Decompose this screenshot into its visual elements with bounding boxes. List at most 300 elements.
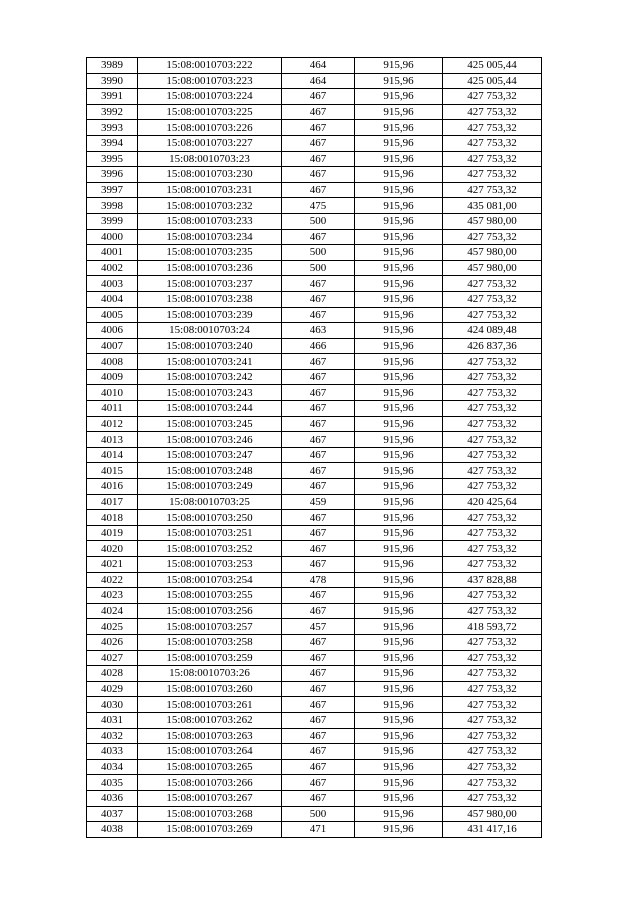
cadastral-number-cell: 15:08:0010703:247: [138, 447, 282, 463]
cost-cell: 427 753,32: [443, 276, 542, 292]
row-number-cell: 4029: [87, 681, 138, 697]
row-number-cell: 3994: [87, 135, 138, 151]
table-row: [87, 198, 542, 214]
rate-cell: 915,96: [355, 151, 443, 167]
rate-cell: 915,96: [355, 120, 443, 136]
row-number-cell: 4020: [87, 541, 138, 557]
cadastral-number-cell: 15:08:0010703:263: [138, 728, 282, 744]
area-cell: 467: [282, 135, 355, 151]
row-number-cell: 4012: [87, 416, 138, 432]
rate-cell: 915,96: [355, 401, 443, 417]
cadastral-number-cell: 15:08:0010703:234: [138, 229, 282, 245]
cadastral-number-cell: 15:08:0010703:230: [138, 167, 282, 183]
row-number-cell: 3996: [87, 167, 138, 183]
cadastral-number-cell: 15:08:0010703:260: [138, 681, 282, 697]
rate-cell: 915,96: [355, 603, 443, 619]
row-number-cell: 4003: [87, 276, 138, 292]
row-number-cell: 4038: [87, 822, 138, 838]
area-cell: 466: [282, 338, 355, 354]
rate-cell: 915,96: [355, 619, 443, 635]
area-cell: 467: [282, 416, 355, 432]
rate-cell: 915,96: [355, 479, 443, 495]
cadastral-number-cell: 15:08:0010703:265: [138, 759, 282, 775]
cadastral-number-cell: 15:08:0010703:240: [138, 338, 282, 354]
area-cell: 467: [282, 666, 355, 682]
cadastral-number-cell: 15:08:0010703:257: [138, 619, 282, 635]
cadastral-number-cell: 15:08:0010703:26: [138, 666, 282, 682]
table-row: [87, 291, 542, 307]
table-row: [87, 494, 542, 510]
table-row: [87, 338, 542, 354]
cost-cell: 427 753,32: [443, 369, 542, 385]
cost-cell: 427 753,32: [443, 167, 542, 183]
table-row: [87, 58, 542, 74]
table-row: [87, 619, 542, 635]
rate-cell: 915,96: [355, 104, 443, 120]
area-cell: 467: [282, 697, 355, 713]
cost-cell: 427 753,32: [443, 151, 542, 167]
rate-cell: 915,96: [355, 572, 443, 588]
row-number-cell: 4016: [87, 479, 138, 495]
table-row: [87, 681, 542, 697]
row-number-cell: 4009: [87, 369, 138, 385]
cost-cell: 425 005,44: [443, 58, 542, 74]
row-number-cell: 4027: [87, 650, 138, 666]
area-cell: 467: [282, 432, 355, 448]
cadastral-number-cell: 15:08:0010703:227: [138, 135, 282, 151]
table-row: [87, 759, 542, 775]
cost-cell: 427 753,32: [443, 744, 542, 760]
cost-cell: 427 753,32: [443, 447, 542, 463]
rate-cell: 915,96: [355, 73, 443, 89]
rate-cell: 915,96: [355, 806, 443, 822]
rate-cell: 915,96: [355, 588, 443, 604]
area-cell: 467: [282, 447, 355, 463]
cadastral-number-cell: 15:08:0010703:222: [138, 58, 282, 74]
table-row: [87, 260, 542, 276]
row-number-cell: 4033: [87, 744, 138, 760]
area-cell: 467: [282, 354, 355, 370]
table-row: [87, 557, 542, 573]
cost-cell: 427 753,32: [443, 588, 542, 604]
data-table: [86, 57, 542, 838]
row-number-cell: 4010: [87, 385, 138, 401]
cadastral-number-cell: 15:08:0010703:262: [138, 712, 282, 728]
rate-cell: 915,96: [355, 416, 443, 432]
table-row: [87, 744, 542, 760]
rate-cell: 915,96: [355, 790, 443, 806]
table-row: [87, 213, 542, 229]
area-cell: 467: [282, 588, 355, 604]
cadastral-number-cell: 15:08:0010703:251: [138, 525, 282, 541]
row-number-cell: 4000: [87, 229, 138, 245]
cost-cell: 437 828,88: [443, 572, 542, 588]
cadastral-number-cell: 15:08:0010703:267: [138, 790, 282, 806]
table-row: [87, 89, 542, 105]
cost-cell: 427 753,32: [443, 463, 542, 479]
area-cell: 464: [282, 58, 355, 74]
row-number-cell: 4019: [87, 525, 138, 541]
row-number-cell: 4035: [87, 775, 138, 791]
rate-cell: 915,96: [355, 463, 443, 479]
rate-cell: 915,96: [355, 338, 443, 354]
area-cell: 467: [282, 401, 355, 417]
table-row: [87, 167, 542, 183]
cost-cell: 427 753,32: [443, 712, 542, 728]
cadastral-number-cell: 15:08:0010703:245: [138, 416, 282, 432]
table-row: [87, 712, 542, 728]
cost-cell: 427 753,32: [443, 416, 542, 432]
cost-cell: 457 980,00: [443, 806, 542, 822]
row-number-cell: 4021: [87, 557, 138, 573]
area-cell: 467: [282, 775, 355, 791]
cadastral-number-cell: 15:08:0010703:249: [138, 479, 282, 495]
rate-cell: 915,96: [355, 510, 443, 526]
row-number-cell: 4005: [87, 307, 138, 323]
cadastral-number-cell: 15:08:0010703:258: [138, 634, 282, 650]
rate-cell: 915,96: [355, 89, 443, 105]
area-cell: 467: [282, 151, 355, 167]
table-row: [87, 120, 542, 136]
area-cell: 467: [282, 479, 355, 495]
cadastral-number-cell: 15:08:0010703:243: [138, 385, 282, 401]
area-cell: 467: [282, 120, 355, 136]
table-row: [87, 650, 542, 666]
rate-cell: 915,96: [355, 634, 443, 650]
area-cell: 467: [282, 291, 355, 307]
area-cell: 467: [282, 229, 355, 245]
rate-cell: 915,96: [355, 712, 443, 728]
cost-cell: 431 417,16: [443, 822, 542, 838]
rate-cell: 915,96: [355, 229, 443, 245]
row-number-cell: 4022: [87, 572, 138, 588]
row-number-cell: 4028: [87, 666, 138, 682]
table-row: [87, 525, 542, 541]
cost-cell: 427 753,32: [443, 775, 542, 791]
area-cell: 467: [282, 307, 355, 323]
cost-cell: 427 753,32: [443, 229, 542, 245]
table-row: [87, 541, 542, 557]
area-cell: 467: [282, 759, 355, 775]
row-number-cell: 4034: [87, 759, 138, 775]
cadastral-number-cell: 15:08:0010703:239: [138, 307, 282, 323]
table-row: [87, 135, 542, 151]
cost-cell: 426 837,36: [443, 338, 542, 354]
rate-cell: 915,96: [355, 58, 443, 74]
table-row: [87, 432, 542, 448]
row-number-cell: 4036: [87, 790, 138, 806]
cost-cell: 427 753,32: [443, 681, 542, 697]
area-cell: 467: [282, 463, 355, 479]
area-cell: 467: [282, 525, 355, 541]
table-row: [87, 479, 542, 495]
table-row: [87, 416, 542, 432]
row-number-cell: 4013: [87, 432, 138, 448]
table-row: [87, 634, 542, 650]
rate-cell: 915,96: [355, 198, 443, 214]
rate-cell: 915,96: [355, 541, 443, 557]
row-number-cell: 4004: [87, 291, 138, 307]
row-number-cell: 4002: [87, 260, 138, 276]
rate-cell: 915,96: [355, 666, 443, 682]
row-number-cell: 3997: [87, 182, 138, 198]
cost-cell: 427 753,32: [443, 432, 542, 448]
cadastral-number-cell: 15:08:0010703:255: [138, 588, 282, 604]
area-cell: 467: [282, 681, 355, 697]
area-cell: 467: [282, 541, 355, 557]
table-row: [87, 806, 542, 822]
row-number-cell: 3993: [87, 120, 138, 136]
row-number-cell: 4037: [87, 806, 138, 822]
table-row: [87, 790, 542, 806]
cadastral-number-cell: 15:08:0010703:226: [138, 120, 282, 136]
cost-cell: 457 980,00: [443, 213, 542, 229]
cadastral-number-cell: 15:08:0010703:266: [138, 775, 282, 791]
area-cell: 467: [282, 182, 355, 198]
table-row: [87, 728, 542, 744]
area-cell: 467: [282, 790, 355, 806]
cost-cell: 427 753,32: [443, 135, 542, 151]
rate-cell: 915,96: [355, 369, 443, 385]
table-row: [87, 510, 542, 526]
rate-cell: 915,96: [355, 276, 443, 292]
cadastral-number-cell: 15:08:0010703:241: [138, 354, 282, 370]
row-number-cell: 4014: [87, 447, 138, 463]
row-number-cell: 4018: [87, 510, 138, 526]
rate-cell: 915,96: [355, 213, 443, 229]
cadastral-number-cell: 15:08:0010703:269: [138, 822, 282, 838]
rate-cell: 915,96: [355, 681, 443, 697]
cadastral-number-cell: 15:08:0010703:24: [138, 323, 282, 339]
row-number-cell: 4024: [87, 603, 138, 619]
cost-cell: 427 753,32: [443, 666, 542, 682]
cadastral-number-cell: 15:08:0010703:261: [138, 697, 282, 713]
cost-cell: 427 753,32: [443, 728, 542, 744]
area-cell: 500: [282, 260, 355, 276]
area-cell: 500: [282, 245, 355, 261]
cadastral-number-cell: 15:08:0010703:268: [138, 806, 282, 822]
row-number-cell: 4017: [87, 494, 138, 510]
table-row: [87, 666, 542, 682]
area-cell: 459: [282, 494, 355, 510]
area-cell: 463: [282, 323, 355, 339]
rate-cell: 915,96: [355, 822, 443, 838]
row-number-cell: 3990: [87, 73, 138, 89]
cost-cell: 427 753,32: [443, 525, 542, 541]
row-number-cell: 4026: [87, 634, 138, 650]
table-row: [87, 73, 542, 89]
table-row: [87, 572, 542, 588]
cost-cell: 427 753,32: [443, 541, 542, 557]
table-row: [87, 104, 542, 120]
rate-cell: 915,96: [355, 728, 443, 744]
area-cell: 467: [282, 276, 355, 292]
table-row: [87, 822, 542, 838]
area-cell: 467: [282, 510, 355, 526]
cadastral-number-cell: 15:08:0010703:244: [138, 401, 282, 417]
row-number-cell: 3998: [87, 198, 138, 214]
rate-cell: 915,96: [355, 354, 443, 370]
area-cell: 467: [282, 369, 355, 385]
cost-cell: 427 753,32: [443, 603, 542, 619]
table-row: [87, 447, 542, 463]
cadastral-number-cell: 15:08:0010703:224: [138, 89, 282, 105]
cadastral-number-cell: 15:08:0010703:254: [138, 572, 282, 588]
row-number-cell: 4001: [87, 245, 138, 261]
rate-cell: 915,96: [355, 447, 443, 463]
cost-cell: 427 753,32: [443, 307, 542, 323]
cost-cell: 427 753,32: [443, 104, 542, 120]
cadastral-number-cell: 15:08:0010703:264: [138, 744, 282, 760]
row-number-cell: 3999: [87, 213, 138, 229]
area-cell: 467: [282, 744, 355, 760]
row-number-cell: 3989: [87, 58, 138, 74]
table-row: [87, 182, 542, 198]
cost-cell: 427 753,32: [443, 120, 542, 136]
row-number-cell: 3995: [87, 151, 138, 167]
cost-cell: 427 753,32: [443, 479, 542, 495]
row-number-cell: 4007: [87, 338, 138, 354]
table-row: [87, 385, 542, 401]
cost-cell: 427 753,32: [443, 182, 542, 198]
cadastral-number-cell: 15:08:0010703:232: [138, 198, 282, 214]
cost-cell: 427 753,32: [443, 291, 542, 307]
row-number-cell: 4031: [87, 712, 138, 728]
cadastral-number-cell: 15:08:0010703:237: [138, 276, 282, 292]
cadastral-number-cell: 15:08:0010703:248: [138, 463, 282, 479]
row-number-cell: 4008: [87, 354, 138, 370]
area-cell: 467: [282, 167, 355, 183]
rate-cell: 915,96: [355, 135, 443, 151]
area-cell: 467: [282, 104, 355, 120]
cadastral-number-cell: 15:08:0010703:238: [138, 291, 282, 307]
cadastral-number-cell: 15:08:0010703:231: [138, 182, 282, 198]
cadastral-number-cell: 15:08:0010703:236: [138, 260, 282, 276]
cadastral-number-cell: 15:08:0010703:25: [138, 494, 282, 510]
cost-cell: 418 593,72: [443, 619, 542, 635]
table-row: [87, 697, 542, 713]
cost-cell: 420 425,64: [443, 494, 542, 510]
area-cell: 467: [282, 89, 355, 105]
cost-cell: 435 081,00: [443, 198, 542, 214]
row-number-cell: 4006: [87, 323, 138, 339]
cadastral-number-cell: 15:08:0010703:225: [138, 104, 282, 120]
cost-cell: 427 753,32: [443, 510, 542, 526]
area-cell: 467: [282, 634, 355, 650]
area-cell: 475: [282, 198, 355, 214]
rate-cell: 915,96: [355, 557, 443, 573]
cost-cell: 425 005,44: [443, 73, 542, 89]
rate-cell: 915,96: [355, 245, 443, 261]
table-row: [87, 354, 542, 370]
table-row: [87, 229, 542, 245]
rate-cell: 915,96: [355, 260, 443, 276]
cost-cell: 427 753,32: [443, 697, 542, 713]
row-number-cell: 4025: [87, 619, 138, 635]
cost-cell: 427 753,32: [443, 401, 542, 417]
cadastral-number-cell: 15:08:0010703:23: [138, 151, 282, 167]
cadastral-number-cell: 15:08:0010703:223: [138, 73, 282, 89]
row-number-cell: 4015: [87, 463, 138, 479]
area-cell: 467: [282, 385, 355, 401]
area-cell: 464: [282, 73, 355, 89]
cost-cell: 427 753,32: [443, 650, 542, 666]
cadastral-number-cell: 15:08:0010703:259: [138, 650, 282, 666]
area-cell: 467: [282, 712, 355, 728]
rate-cell: 915,96: [355, 167, 443, 183]
cost-cell: 457 980,00: [443, 260, 542, 276]
area-cell: 467: [282, 728, 355, 744]
area-cell: 467: [282, 557, 355, 573]
rate-cell: 915,96: [355, 650, 443, 666]
table-row: [87, 276, 542, 292]
row-number-cell: 3991: [87, 89, 138, 105]
row-number-cell: 4011: [87, 401, 138, 417]
row-number-cell: 4030: [87, 697, 138, 713]
cost-cell: 427 753,32: [443, 759, 542, 775]
rate-cell: 915,96: [355, 291, 443, 307]
row-number-cell: 4023: [87, 588, 138, 604]
table-body: [87, 58, 542, 838]
table-row: [87, 588, 542, 604]
cost-cell: 427 753,32: [443, 634, 542, 650]
area-cell: 500: [282, 213, 355, 229]
rate-cell: 915,96: [355, 494, 443, 510]
rate-cell: 915,96: [355, 697, 443, 713]
cost-cell: 457 980,00: [443, 245, 542, 261]
cost-cell: 427 753,32: [443, 354, 542, 370]
rate-cell: 915,96: [355, 385, 443, 401]
cost-cell: 427 753,32: [443, 89, 542, 105]
rate-cell: 915,96: [355, 525, 443, 541]
table-row: [87, 775, 542, 791]
table-row: [87, 323, 542, 339]
rate-cell: 915,96: [355, 432, 443, 448]
table-row: [87, 245, 542, 261]
rate-cell: 915,96: [355, 323, 443, 339]
area-cell: 478: [282, 572, 355, 588]
cost-cell: 427 753,32: [443, 385, 542, 401]
cadastral-number-cell: 15:08:0010703:252: [138, 541, 282, 557]
cost-cell: 427 753,32: [443, 557, 542, 573]
rate-cell: 915,96: [355, 759, 443, 775]
table-row: [87, 401, 542, 417]
rate-cell: 915,96: [355, 307, 443, 323]
area-cell: 457: [282, 619, 355, 635]
rate-cell: 915,96: [355, 744, 443, 760]
table-row: [87, 151, 542, 167]
table-row: [87, 463, 542, 479]
cadastral-number-cell: 15:08:0010703:246: [138, 432, 282, 448]
cadastral-number-cell: 15:08:0010703:256: [138, 603, 282, 619]
cost-cell: 424 089,48: [443, 323, 542, 339]
area-cell: 467: [282, 603, 355, 619]
cadastral-number-cell: 15:08:0010703:253: [138, 557, 282, 573]
rate-cell: 915,96: [355, 775, 443, 791]
area-cell: 467: [282, 650, 355, 666]
cost-cell: 427 753,32: [443, 790, 542, 806]
area-cell: 471: [282, 822, 355, 838]
table-row: [87, 307, 542, 323]
cadastral-number-cell: 15:08:0010703:233: [138, 213, 282, 229]
cadastral-number-cell: 15:08:0010703:242: [138, 369, 282, 385]
row-number-cell: 4032: [87, 728, 138, 744]
cadastral-number-cell: 15:08:0010703:235: [138, 245, 282, 261]
row-number-cell: 3992: [87, 104, 138, 120]
rate-cell: 915,96: [355, 182, 443, 198]
table-row: [87, 369, 542, 385]
table-row: [87, 603, 542, 619]
